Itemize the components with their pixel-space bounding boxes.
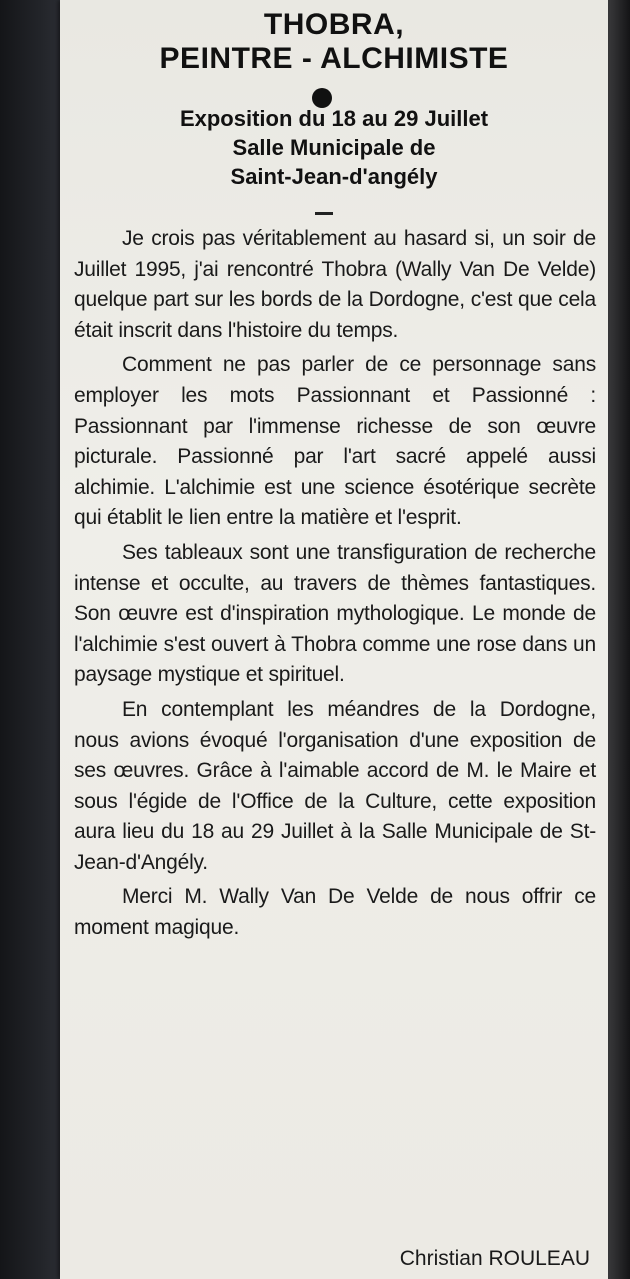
article-title-line-1: THOBRA, [263,8,405,41]
article-title-line-2: PEINTRE - ALCHIMISTE [159,42,509,75]
paragraph-3: Ses tableaux sont une transfiguration de recherche intense et occulte, au travers de thèmes fantastiques. Son œuvre est d'inspiration mythologique. Le monde de l'alchimie s'est ouvert à Thobra comme une rose dans un paysage mystique et spirituel. [74,540,596,687]
dash-separator [315,212,333,215]
background-right [608,0,630,1279]
subtitle-line-2: Salle Municipale de [232,135,436,160]
subtitle-line-1: Exposition du 18 au 29 Juillet [179,106,489,131]
paragraph-1: Je crois pas véritablement au hasard si, un soir de Juillet 1995, j'ai rencontré Thobra (Wally Van De Velde) quelque part sur les bords de la Dordogne, c'est que cela était inscrit dans l'histoire du temps. [74,227,596,342]
paragraph-2: Comment ne pas parler de ce personnage sans employer les mots Passionnant et Passionné : Passionnant par l'immense richesse de son œuvre picturale. Passionné par l'art sacré appelé aussi alchimie. L'alchimie est une science ésotérique secrète qui établit le lien entre la matière et l'esprit. [74,353,596,530]
article-title [60,8,608,76]
paragraph-5: Merci M. Wally Van De Velde de nous offrir ce moment magique. [74,885,596,940]
newspaper-clipping [60,0,608,1279]
author-signature: Christian ROULEAU [399,1247,590,1270]
article-body [74,224,596,948]
article-subtitle [60,104,608,191]
paragraph-4: En contemplant les méandres de la Dordogne, nous avions évoqué l'organisation d'une exposition de ses œuvres. Grâce à l'aimable accord de M. le Maire et sous l'égide de l'Office de la Culture, cette exposition aura lieu du 18 au 29 Juillet à la Salle Municipale de St-Jean-d'Angély. [74,697,596,874]
subtitle-line-3: Saint-Jean-d'angély [230,164,438,189]
background-left [0,0,60,1279]
